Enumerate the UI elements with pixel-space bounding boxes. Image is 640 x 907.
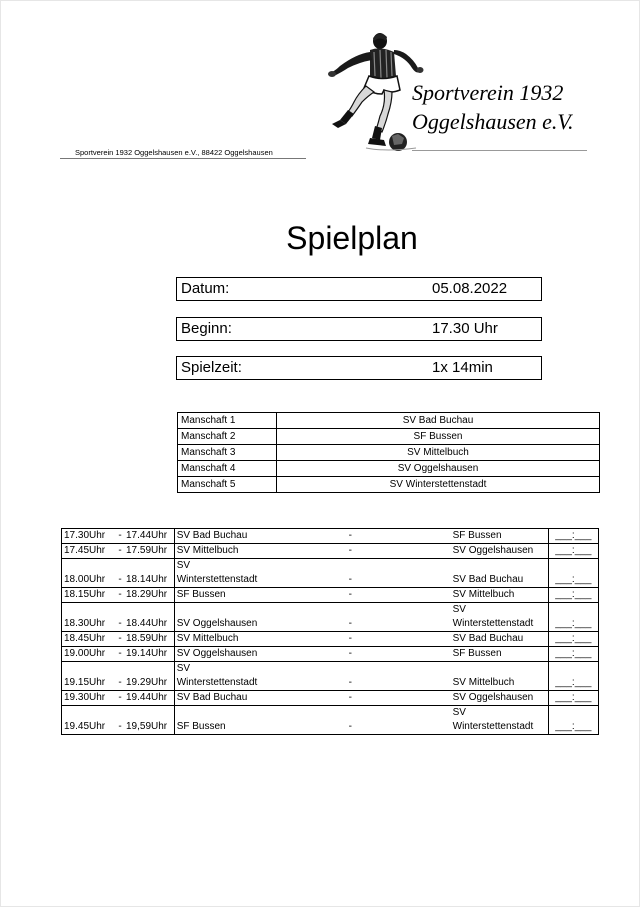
game-row: [62, 662, 599, 691]
away-team: SV Oggelshausen: [451, 544, 549, 559]
away-team: SV Bad Buchau: [451, 632, 549, 647]
home-team: SV Oggelshausen: [174, 603, 260, 632]
game-row: [62, 647, 599, 662]
away-team: SV Mittelbuch: [451, 662, 549, 691]
team-name: SF Bussen: [277, 429, 600, 445]
time-to: 18.29Uhr: [126, 589, 168, 600]
result-field[interactable]: ___:___: [548, 544, 598, 559]
football-player-logo: [326, 28, 426, 153]
away-team: SF Bussen: [451, 529, 549, 544]
game-time: [62, 662, 175, 691]
game-time: [62, 603, 175, 632]
time-dash: -: [118, 618, 122, 629]
away-team: SV Mittelbuch: [451, 588, 549, 603]
game-row: [62, 691, 599, 706]
time-dash: -: [118, 545, 122, 556]
time-to: 17.59Uhr: [126, 545, 168, 556]
team-label: Manschaft 3: [178, 445, 277, 461]
time-from: 19.15Uhr: [64, 677, 106, 688]
time-to: 19.44Uhr: [126, 692, 168, 703]
versus-dash: -: [261, 559, 451, 588]
result-field[interactable]: ___:___: [548, 632, 598, 647]
team-label: Manschaft 2: [178, 429, 277, 445]
time-to: 18.44Uhr: [126, 618, 168, 629]
versus-dash: -: [261, 647, 451, 662]
time-dash: -: [118, 677, 122, 688]
home-team: SV Mittelbuch: [174, 544, 260, 559]
home-team: SF Bussen: [174, 588, 260, 603]
game-row: [62, 603, 599, 632]
game-row: [62, 559, 599, 588]
away-team: SV Bad Buchau: [451, 559, 549, 588]
teams-table: [177, 412, 600, 493]
team-row: [178, 429, 600, 445]
game-row: [62, 544, 599, 559]
time-to: 18.14Uhr: [126, 574, 168, 585]
time-from: 17.30Uhr: [64, 530, 106, 541]
versus-dash: -: [261, 544, 451, 559]
time-from: 17.45Uhr: [64, 545, 106, 556]
time-dash: -: [118, 692, 122, 703]
datum-box: [176, 277, 542, 301]
time-from: 18.00Uhr: [64, 574, 106, 585]
time-from: 18.45Uhr: [64, 633, 106, 644]
game-time: [62, 706, 175, 735]
game-time: [62, 632, 175, 647]
team-name: SV Bad Buchau: [277, 413, 600, 429]
result-field[interactable]: ___:___: [548, 662, 598, 691]
result-field[interactable]: ___:___: [548, 706, 598, 735]
result-field[interactable]: ___:___: [548, 691, 598, 706]
games-table: [61, 528, 599, 735]
team-label: Manschaft 1: [178, 413, 277, 429]
game-time: [62, 559, 175, 588]
game-time: [62, 691, 175, 706]
result-field[interactable]: ___:___: [548, 603, 598, 632]
team-name: SV Mittelbuch: [277, 445, 600, 461]
team-row: [178, 477, 600, 493]
team-name: SV Winterstettenstadt: [277, 477, 600, 493]
datum-label: Datum:: [181, 280, 230, 297]
page-title: Spielplan: [286, 220, 418, 256]
versus-dash: -: [261, 691, 451, 706]
time-dash: -: [118, 721, 122, 732]
home-team: SV Bad Buchau: [174, 529, 260, 544]
game-row: [62, 632, 599, 647]
team-label: Manschaft 4: [178, 461, 277, 477]
club-name-line2: Oggelshausen e.V.: [412, 109, 574, 134]
time-from: 19.45Uhr: [64, 721, 106, 732]
time-from: 19.00Uhr: [64, 648, 106, 659]
home-team: SV Oggelshausen: [174, 647, 260, 662]
team-row: [178, 445, 600, 461]
time-to: 19.29Uhr: [126, 677, 168, 688]
game-time: [62, 544, 175, 559]
game-time: [62, 647, 175, 662]
beginn-label: Beginn:: [181, 320, 232, 337]
versus-dash: -: [261, 632, 451, 647]
result-field[interactable]: ___:___: [548, 588, 598, 603]
team-name: SV Oggelshausen: [277, 461, 600, 477]
time-dash: -: [118, 648, 122, 659]
time-dash: -: [118, 589, 122, 600]
time-to: 19.14Uhr: [126, 648, 168, 659]
time-to: 17.44Uhr: [126, 530, 168, 541]
versus-dash: -: [261, 603, 451, 632]
result-field[interactable]: ___:___: [548, 559, 598, 588]
spielzeit-value: 1x 14min: [432, 359, 493, 376]
beginn-box: [176, 317, 542, 341]
time-dash: -: [118, 633, 122, 644]
game-row: [62, 706, 599, 735]
team-label: Manschaft 5: [178, 477, 277, 493]
result-field[interactable]: ___:___: [548, 647, 598, 662]
away-team: SV Winterstettenstadt: [451, 603, 549, 632]
away-team: SV Oggelshausen: [451, 691, 549, 706]
away-team: SV Winterstettenstadt: [451, 706, 549, 735]
time-dash: -: [118, 574, 122, 585]
versus-dash: -: [261, 588, 451, 603]
time-to: 19,59Uhr: [126, 721, 168, 732]
header-rule: [412, 150, 587, 151]
game-row: [62, 529, 599, 544]
game-row: [62, 588, 599, 603]
club-name-line1: Sportverein 1932: [412, 80, 564, 105]
time-dash: -: [118, 530, 122, 541]
home-team: SV Bad Buchau: [174, 691, 260, 706]
datum-value: 05.08.2022: [432, 280, 508, 297]
versus-dash: -: [261, 706, 451, 735]
time-from: 19.30Uhr: [64, 692, 106, 703]
game-time: [62, 529, 175, 544]
home-team: SV Winterstettenstadt: [174, 662, 260, 691]
time-from: 18.30Uhr: [64, 618, 106, 629]
team-row: [178, 413, 600, 429]
sender-rule: [60, 158, 306, 159]
spielzeit-label: Spielzeit:: [181, 359, 242, 376]
time-from: 18.15Uhr: [64, 589, 106, 600]
team-row: [178, 461, 600, 477]
home-team: SF Bussen: [174, 706, 260, 735]
home-team: SV Winterstettenstadt: [174, 559, 260, 588]
time-to: 18.59Uhr: [126, 633, 168, 644]
result-field[interactable]: ___:___: [548, 529, 598, 544]
versus-dash: -: [261, 529, 451, 544]
versus-dash: -: [261, 662, 451, 691]
spielzeit-box: [176, 356, 542, 380]
game-time: [62, 588, 175, 603]
sender-address: Sportverein 1932 Oggelshausen e.V., 88422 Oggelshausen: [75, 148, 273, 157]
home-team: SV Mittelbuch: [174, 632, 260, 647]
beginn-value: 17.30 Uhr: [432, 320, 498, 337]
away-team: SF Bussen: [451, 647, 549, 662]
